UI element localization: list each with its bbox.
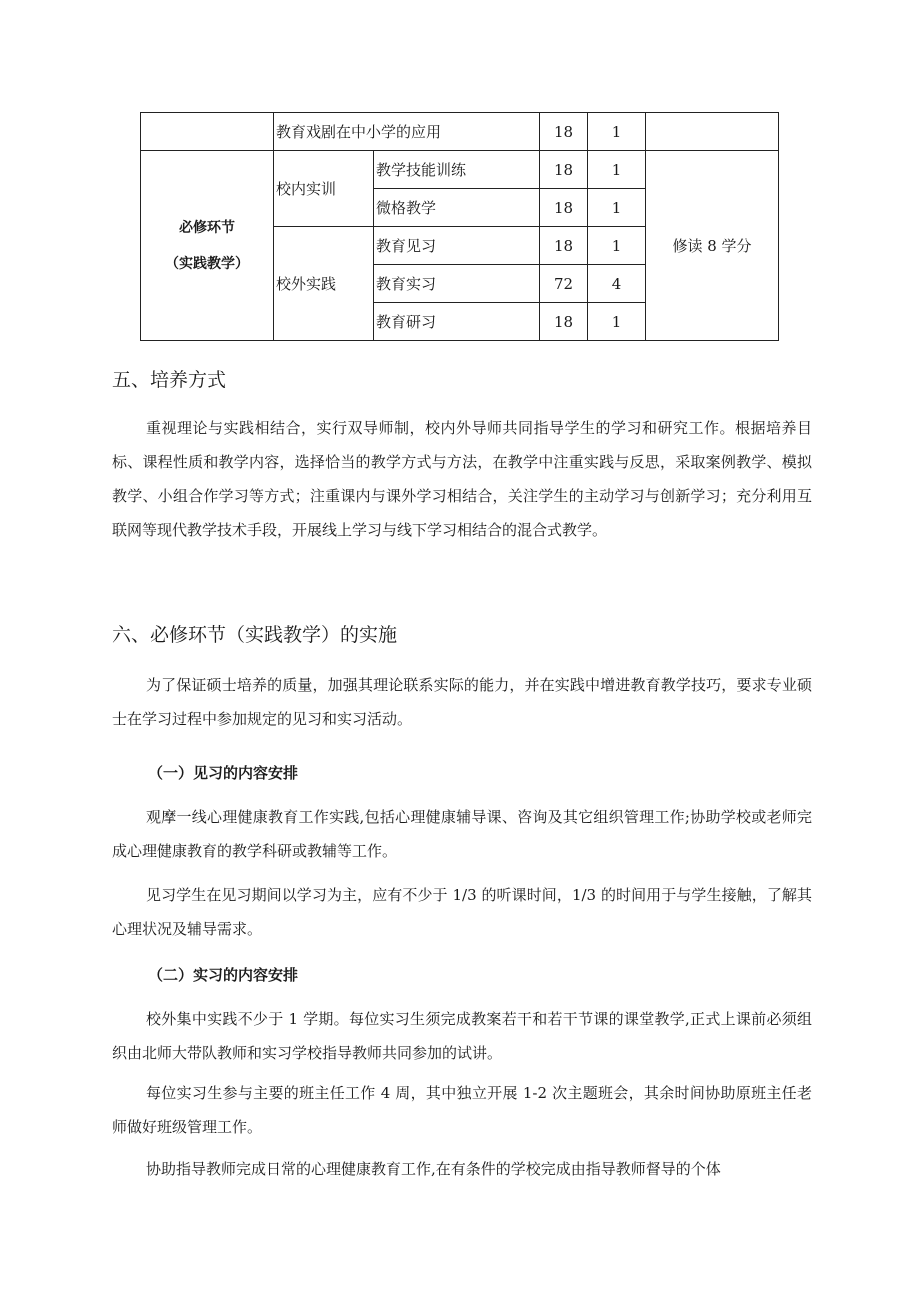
subsection-2-paragraph-2: 每位实习生参与主要的班主任工作 4 周，其中独立开展 1-2 次主题班会，其余时间协助原班主任老师做好班级管理工作。 [112,1084,812,1136]
table-cell-empty [646,113,779,151]
course-name: 教育实习 [374,265,540,303]
section-6-title: 六、必修环节（实践教学）的实施 [112,624,398,646]
course-name: 教育研习 [374,303,540,341]
course-credits: 4 [588,265,646,303]
required-label-line1: 必修环节 [179,219,235,236]
subsection-2-title: （二）实习的内容安排 [148,966,299,984]
group-label-external: 校外实践 [274,227,374,341]
group-label-internal: 校内实训 [274,151,374,227]
course-hours: 18 [540,303,588,341]
table-row [141,151,779,189]
course-hours: 18 [540,189,588,227]
subsection-2-paragraph-3: 协助指导教师完成日常的心理健康教育工作,在有条件的学校完成由指导教师督导的个体 [146,1160,721,1178]
course-credits: 1 [588,227,646,265]
course-credits: 1 [588,151,646,189]
subsection-1-paragraph-1: 观摩一线心理健康教育工作实践,包括心理健康辅导课、咨询及其它组织管理工作;协助学校或老师完成心理健康教育的教学科研或教辅等工作。 [112,808,812,860]
section-6-intro: 为了保证硕士培养的质量，加强其理论联系实际的能力，并在实践中增进教育教学技巧，要求专业硕士在学习过程中参加规定的见习和实习活动。 [112,676,812,728]
course-name: 教育戏剧在中小学的应用 [274,113,540,151]
required-section-label [141,151,274,341]
subsection-2-paragraph-1: 校外集中实践不少于 1 学期。每位实习生须完成教案若干和若干节课的课堂教学,正式上课前必须组织由北师大带队教师和实习学校指导教师共同参加的试讲。 [112,1010,812,1062]
course-name: 微格教学 [374,189,540,227]
course-credits: 1 [588,113,646,151]
course-credits: 1 [588,189,646,227]
credit-note: 修读 8 学分 [646,151,779,341]
table-cell-empty [141,113,274,151]
course-credits: 1 [588,303,646,341]
section-5-paragraph: 重视理论与实践相结合，实行双导师制，校内外导师共同指导学生的学习和研究工作。根据培养目标、课程性质和教学内容，选择恰当的教学方式与方法，在教学中注重实践与反思，采取案例教学、模拟教学、小组合作学习等方式；注重课内与课外学习相结合，关注学生的主动学习与创新学习；充分利用互联网等现代教学技术手段，开展线上学习与线下学习相结合的混合式教学。 [112,419,812,539]
section-5-title: 五、培养方式 [112,369,227,391]
course-hours: 18 [540,151,588,189]
subsection-1-title: （一）见习的内容安排 [148,764,299,782]
course-hours: 72 [540,265,588,303]
table-row [141,113,779,151]
course-name: 教育见习 [374,227,540,265]
course-table [140,112,779,341]
course-hours: 18 [540,227,588,265]
course-name: 教学技能训练 [374,151,540,189]
course-hours: 18 [540,113,588,151]
required-label-line2: （实践教学） [165,255,249,272]
subsection-1-paragraph-2: 见习学生在见习期间以学习为主，应有不少于 1/3 的听课时间，1/3 的时间用于与学生接触，了解其心理状况及辅导需求。 [112,886,812,938]
